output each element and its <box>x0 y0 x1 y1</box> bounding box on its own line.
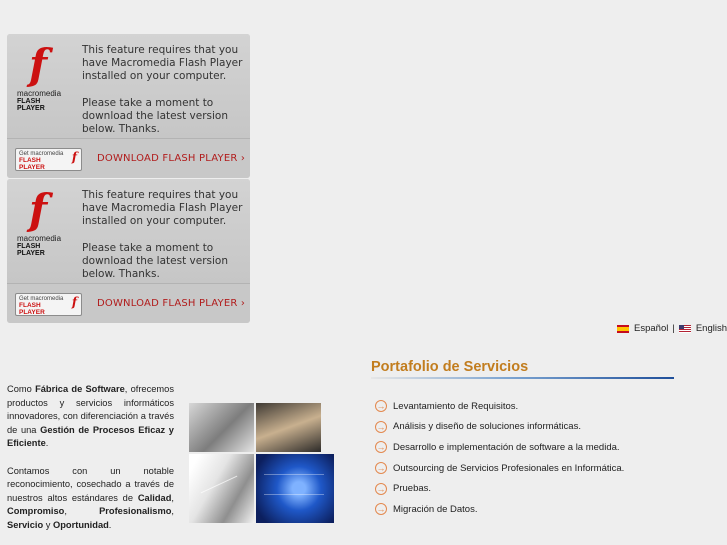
service-item <box>375 417 624 438</box>
flash-logo-icon <box>17 40 75 112</box>
service-label: Migración de Datos. <box>393 503 478 515</box>
title-rule <box>371 377 674 379</box>
photo-hand-network <box>256 454 334 523</box>
download-flash-link[interactable]: DOWNLOAD FLASH PLAYER › <box>97 153 246 164</box>
photo-business-people <box>256 403 321 452</box>
services-list <box>375 396 624 520</box>
language-switcher <box>617 323 727 334</box>
arrow-circle-icon: → <box>376 463 386 474</box>
flash-message-line2: Please take a moment to download the latest version below. Thanks. <box>82 96 228 136</box>
service-item <box>375 478 624 499</box>
badge-label: Get macromedia <box>19 296 64 302</box>
flash-logo-icon <box>17 185 75 257</box>
flash-message-line1: This feature requires that you have Macromedia Flash Player installed on your computer. <box>82 189 243 228</box>
flash-mini-icon: f <box>71 295 77 309</box>
lang-english-link[interactable]: English <box>695 323 727 334</box>
arrow-circle-icon: → <box>376 401 386 412</box>
flash-message <box>82 189 247 281</box>
photo-collage <box>189 403 334 523</box>
arrow-circle-icon: → <box>376 442 386 453</box>
arrow-circle-icon: → <box>376 421 386 432</box>
flash-brand-text: macromedia <box>17 234 62 243</box>
flash-mini-icon: f <box>71 150 77 164</box>
intro-text <box>7 383 174 533</box>
lang-spanish-link[interactable]: Español <box>634 323 669 334</box>
service-label: Desarrollo e implementación de software a la medida. <box>393 441 620 453</box>
service-label: Análisis y diseño de soluciones informáticas. <box>393 421 581 433</box>
download-flash-link[interactable]: DOWNLOAD FLASH PLAYER › <box>97 298 246 309</box>
intro-paragraph-2: Contamos con un notable reconocimiento, cosechado a través de nuestros altos estándares de Calidad, Compromiso, Profesionalismo, Servicio y Oportunidad. <box>7 465 174 530</box>
get-flash-badge[interactable] <box>15 293 82 316</box>
flash-message-line1: This feature requires that you have Macromedia Flash Player installed on your computer. <box>82 44 243 83</box>
badge-product: FLASH PLAYER <box>19 302 45 316</box>
flash-brand-text: macromedia <box>17 89 62 98</box>
badge-product: FLASH PLAYER <box>19 157 45 171</box>
arrow-circle-icon: → <box>376 483 386 494</box>
photo-hand-writing <box>189 454 254 523</box>
flash-product-text: FLASH PLAYER <box>17 243 45 257</box>
service-label: Outsourcing de Servicios Profesionales en Informática. <box>393 462 625 474</box>
flash-notice-body <box>7 34 250 138</box>
flash-download-bar <box>7 138 250 178</box>
arrow-circle-icon: → <box>376 504 386 515</box>
badge-label: Get macromedia <box>19 151 64 157</box>
flash-product-text: FLASH PLAYER <box>17 98 45 112</box>
get-flash-badge[interactable] <box>15 148 82 171</box>
service-item <box>375 396 624 417</box>
flash-download-bar <box>7 283 250 323</box>
service-item <box>375 437 624 458</box>
us-flag-icon[interactable] <box>679 325 691 333</box>
lang-separator: | <box>672 323 675 334</box>
flash-notice-body <box>7 179 250 283</box>
flash-f-icon: f <box>29 40 48 89</box>
flash-notice-2 <box>7 179 250 323</box>
flash-f-icon: f <box>29 185 48 234</box>
service-label: Levantamiento de Requisitos. <box>393 400 519 412</box>
intro-paragraph-1: Como Fábrica de Software, ofrecemos productos y servicios informáticos innovadores, con diferenciación a través de una Gestión de Procesos Eficaz y Eficiente. <box>7 384 174 449</box>
service-label: Pruebas. <box>393 483 432 495</box>
spain-flag-icon[interactable] <box>617 325 629 333</box>
service-item <box>375 458 624 479</box>
photo-team-meeting <box>189 403 254 452</box>
flash-message <box>82 44 247 136</box>
flash-message-line2: Please take a moment to download the latest version below. Thanks. <box>82 241 228 281</box>
flash-notice-1 <box>7 34 250 178</box>
service-item <box>375 499 624 520</box>
services-title: Portafolio de Servicios <box>371 359 529 375</box>
